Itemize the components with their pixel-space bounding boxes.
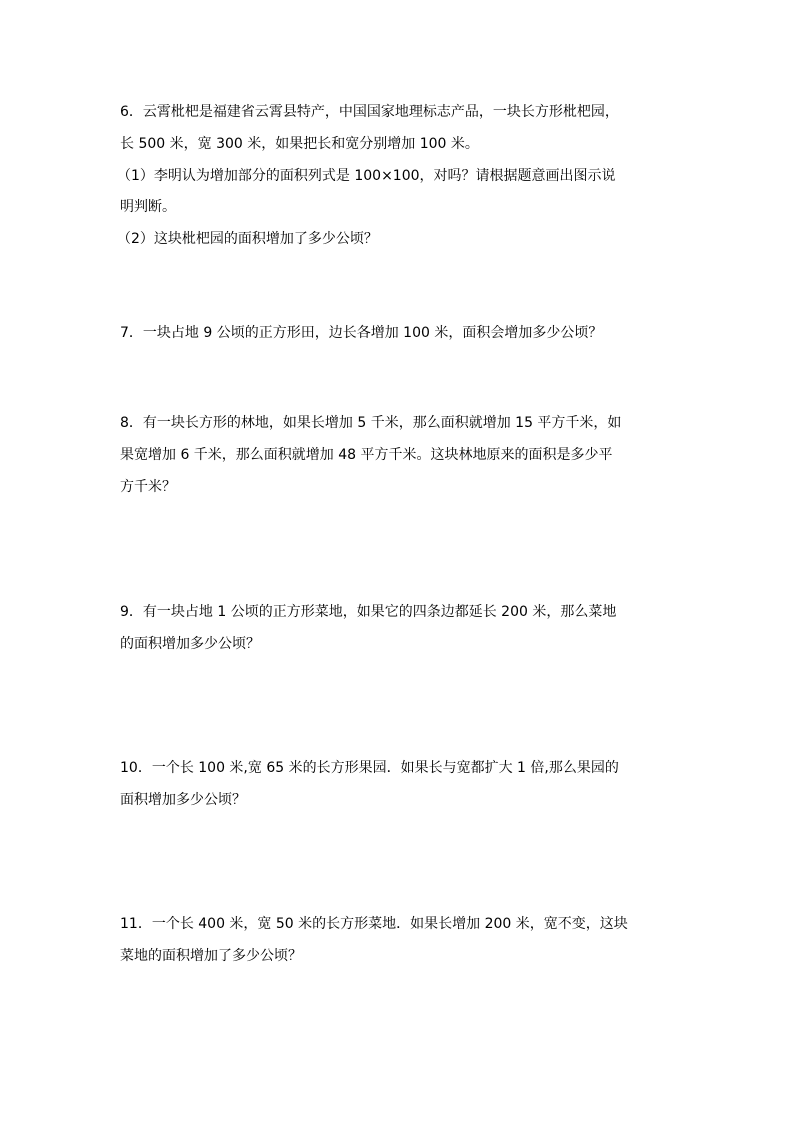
question-11-line-1: 11．一个长 400 米，宽 50 米的长方形菜地．如果长增加 200 米，宽不变，这块 bbox=[120, 916, 628, 932]
question-11-line-2: 菜地的面积增加了多少公顷？ bbox=[120, 948, 302, 964]
question-6-part-2-line-1: （2）这块枇杷园的面积增加了多少公顷？ bbox=[117, 231, 378, 247]
question-9-line-2: 的面积增加多少公顷？ bbox=[120, 636, 260, 652]
question-8-line-2: 果宽增加 6 千米，那么面积就增加 48 平方千米。这块林地原来的面积是多少平 bbox=[120, 447, 613, 463]
question-6-line-2: 长 500 米，宽 300 米，如果把长和宽分别增加 100 米。 bbox=[120, 136, 479, 152]
question-6-part-1-line-1: （1）李明认为增加部分的面积列式是 100×100，对吗？请根据题意画出图示说 bbox=[117, 168, 616, 184]
question-10-line-2: 面积增加多少公顷？ bbox=[120, 792, 246, 808]
question-6-line-1: 6．云霄枇杷是福建省云霄县特产，中国国家地理标志产品，一块长方形枇杷园， bbox=[120, 104, 619, 120]
question-8-line-3: 方千米？ bbox=[120, 479, 176, 495]
question-9-line-1: 9．有一块占地 1 公顷的正方形菜地，如果它的四条边都延长 200 米，那么菜地 bbox=[120, 604, 617, 620]
question-8-line-1: 8．有一块长方形的林地，如果长增加 5 千米，那么面积就增加 15 平方千米，如 bbox=[120, 415, 622, 431]
question-10-line-1: 10．一个长 100 米,宽 65 米的长方形果园．如果长与宽都扩大 1 倍,那么果园的 bbox=[120, 760, 619, 776]
question-6-part-1-line-2: 明判断。 bbox=[120, 199, 176, 215]
question-7-line-1: 7．一块占地 9 公顷的正方形田，边长各增加 100 米，面积会增加多少公顷？ bbox=[120, 325, 603, 341]
